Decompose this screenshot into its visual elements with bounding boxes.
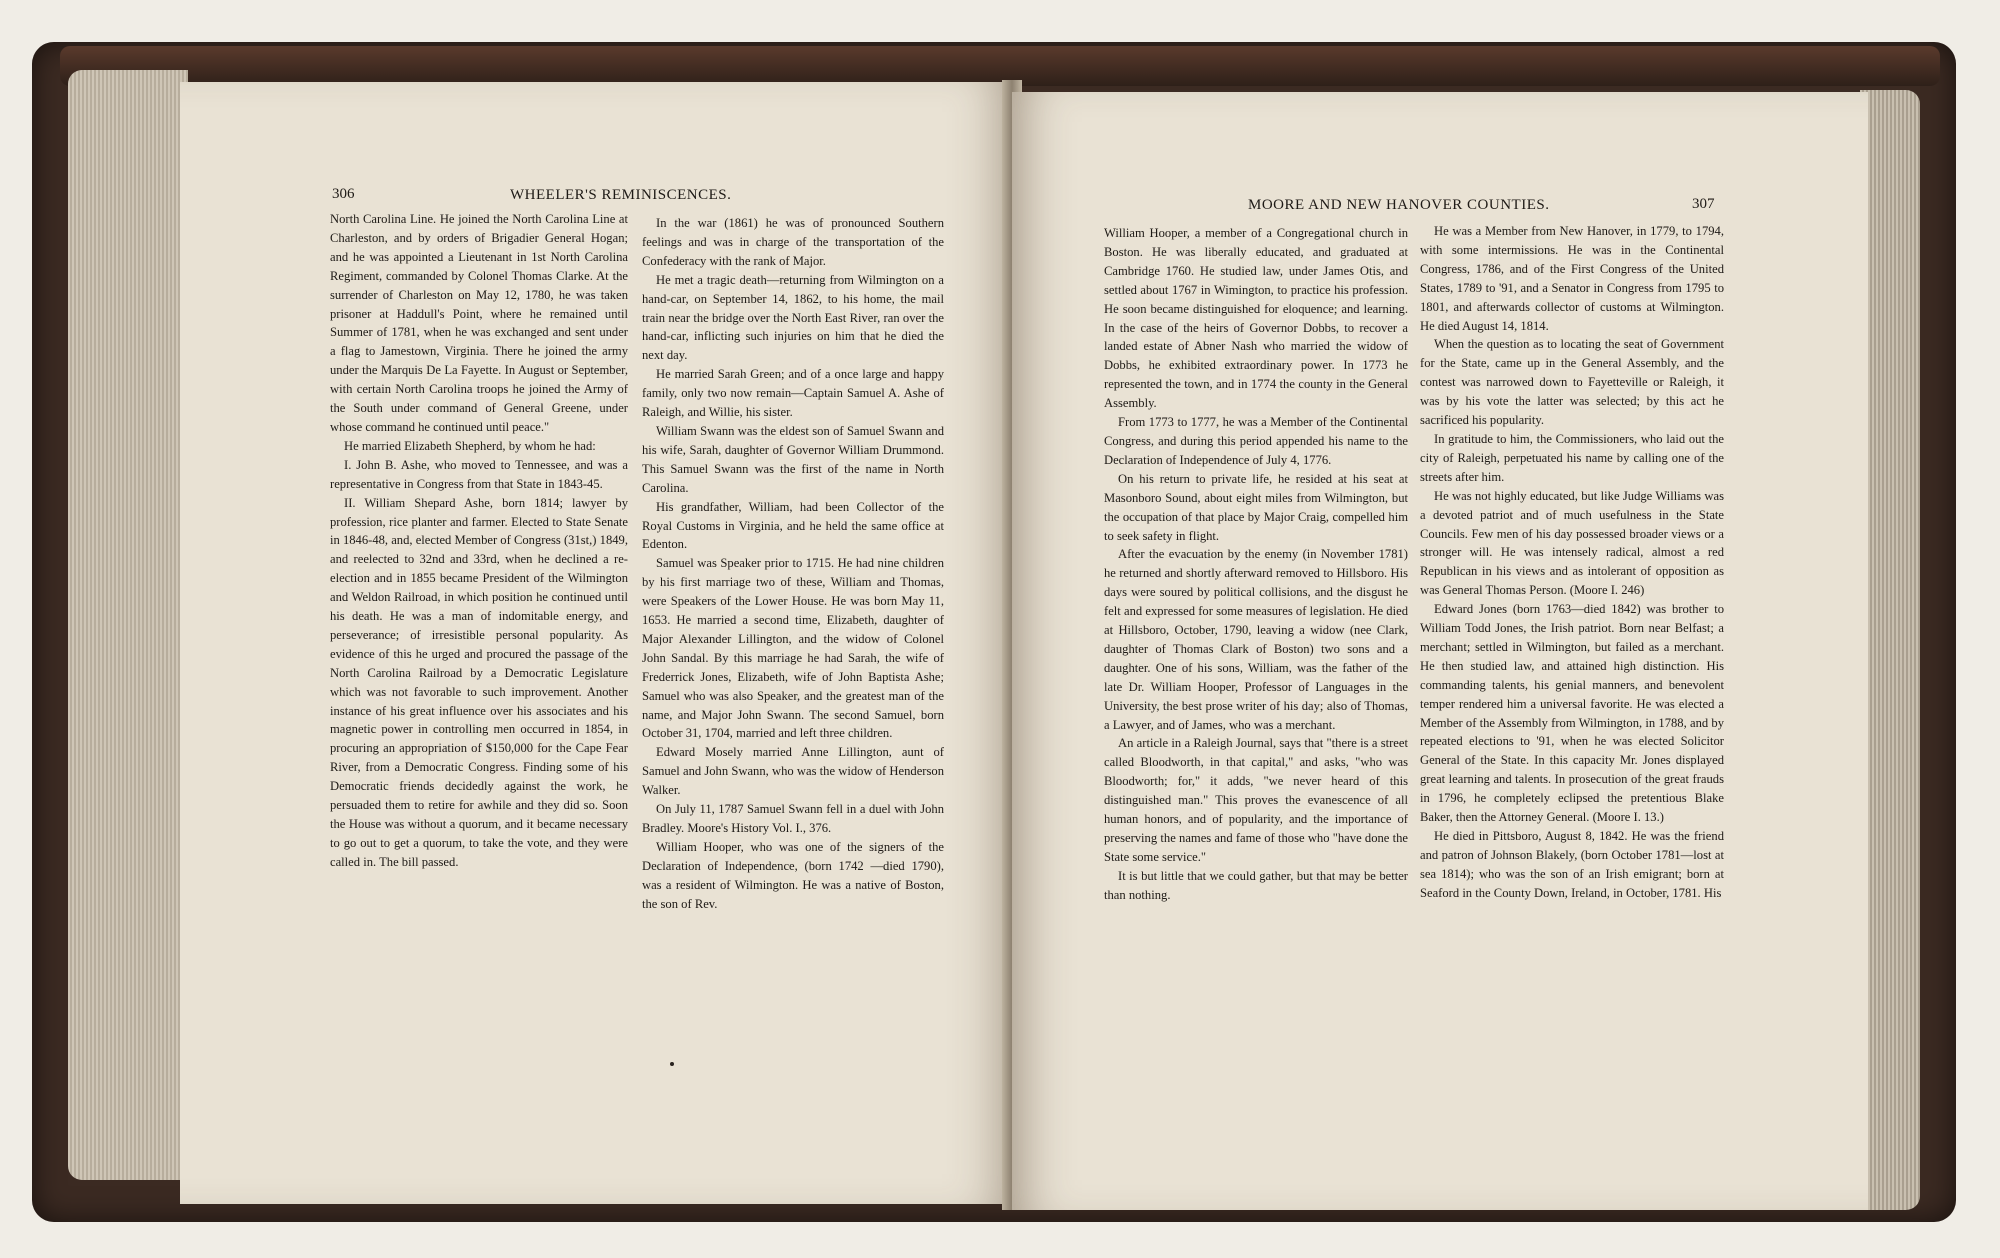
paragraph: William Hooper, a member of a Congregational church in Boston. He was liberally educated, and graduated at Cambridge 1760. He studied law, under James Otis, and settled about 1767 in Wimington, to practice his profession. He soon became distinguished for eloquence; and learning. In the case of the heirs of Governor Dobbs, to recover a landed estate of Abner Nash who married the widow of Dobbs, he exhibited extraordinary power. In 1773 he represented the town, and in 1774 the county in the General Assembly. <box>1104 226 1408 411</box>
paragraph: After the evacuation by the enemy (in November 1781) he returned and shortly afterward removed to Hillsboro. His days were soured by political collisions, and the disgust he felt and expressed for some measures of legislation. He died at Hillsboro, October, 1790, leaving a widow (nee Clark, daughter of Thomas Clark of Boston) two sons and a daughter. One of his sons, William, was the father of the late Dr. William Hooper, Professor of Languages in the University, the best prose writer of his day; also of Thomas, a Lawyer, and of James, who was a merchant. <box>1104 547 1408 732</box>
paragraph: Edward Mosely married Anne Lillington, aunt of Samuel and John Swann, who was the widow of Henderson Walker. <box>642 745 944 798</box>
paragraph: Samuel was Speaker prior to 1715. He had nine children by his first marriage two of these, William and Thomas, were Speakers of the Lower House. He was born May 11, 1653. He married a second time, Elizabeth, daughter of Major Alexander Lillington, and the widow of Colonel John Sandal. By this marriage he had Sarah, the wife of Frederrick Jones, Elizabeth, wife of John Baptista Ashe; Samuel who was also Speaker, and the greatest man of the name, and Major John Swann. The second Samuel, born October 31, 1704, married and left three children. <box>642 556 944 741</box>
running-head: MOORE AND NEW HANOVER COUNTIES. <box>1248 197 1550 213</box>
paragraph: He met a tragic death—returning from Wilmington on a hand-car, on September 14, 1862, to his home, the mail train near the bridge over the North East River, ran over the hand-car, inflicting such injuries on him that he died the next day. <box>642 272 944 363</box>
paragraph: His grandfather, William, had been Collector of the Royal Customs in Virginia, and he held the same office at Edenton. <box>642 499 944 552</box>
paragraph: An article in a Raleigh Journal, says that "there is a street called Bloodworth, in that capital," and asks, "who was Bloodworth; for," it adds, "we never heard of this distinguished man." This proves the evanescence of all human honors, and of popularity, and the importance of preserving the names and fame of those who "have done the State some service." <box>1104 736 1408 864</box>
page-number: 307 <box>1692 196 1715 212</box>
right-page <box>1012 92 1868 1210</box>
text-column-1 <box>330 210 628 872</box>
paragraph: It is but little that we could gather, but that may be better than nothing. <box>1104 868 1408 902</box>
text-column-1 <box>1104 224 1408 905</box>
paragraph: On July 11, 1787 Samuel Swann fell in a duel with John Bradley. Moore's History Vol. I., 376. <box>642 802 944 835</box>
paragraph: North Carolina Line. He joined the North Carolina Line at Charleston, and by orders of Brigadier General Hogan; and he was appointed a Lieutenant in 1st North Carolina Regiment, commanded by Colonel Thomas Clarke. At the surrender of Charleston on May 12, 1780, he was taken prisoner at Haddull's Point, where he remained until Summer of 1781, when he was exchanged and sent under a flag to Jamestown, Virginia. There he joined the army under the Marquis De La Fayette. In August or September, with certain North Carolina troops he joined the Army of the South under command of General Greene, under whose command he continued until peace." <box>330 212 628 434</box>
paragraph: William Swann was the eldest son of Samuel Swann and his wife, Sarah, daughter of Governor William Drummond. This Samuel Swann was the first of the name in North Carolina. <box>642 423 944 495</box>
paragraph: On his return to private life, he resided at his seat at Masonboro Sound, about eight miles from Wilmington, but the occupation of that place by Major Craig, compelled him to seek safety in flight. <box>1104 471 1408 543</box>
paragraph: I. John B. Ashe, who moved to Tennessee, and was a representative in Congress from that State in 1843-45. <box>330 457 628 491</box>
paragraph: II. William Shepard Ashe, born 1814; lawyer by profession, rice planter and farmer. Elected to State Senate in 1846-48, and, elected Member of Congress (31st,) 1849, and reelected to 32nd and 33rd, when he declined a re-election and in 1855 became President of the Wilmington and Weldon Railroad, in which position he continued until his death. He was a man of indomitable energy, and perseverance; of irresistible personal popularity. As evidence of this he urged and procured the passage of the North Carolina Railroad by a Democratic Legislature which was not favorable to such improvement. Another instance of his great influence over his associates and his magnetic power in controlling men occurred in 1854, in procuring an appropriation of $150,000 for the Cape Fear River, from a Democratic Congress. Finding some of his Democratic friends decidedly against the work, he persuaded them to retire for awhile and they did so. Soon the House was without a quorum, and it became necessary to go out to get a quorum, to take the vote, and they were called in. The bill passed. <box>330 495 628 869</box>
paragraph: He married Sarah Green; and of a once large and happy family, only two now remain—Captain Samuel A. Ashe of Raleigh, and Willie, his sister. <box>642 367 944 420</box>
paragraph: William Hooper, who was one of the signers of the Declaration of Independence, (born 1742 —died 1790), was a resident of Wilmington. He was a native of Boston, the son of Rev. <box>642 839 944 911</box>
paragraph: In the war (1861) he was of pronounced Southern feelings and was in charge of the transportation of the Confederacy with the rank of Major. <box>642 216 944 268</box>
book-spine <box>60 46 1940 86</box>
page-edges-left <box>68 70 188 1180</box>
paragraph: He died in Pittsboro, August 8, 1842. He was the friend and patron of Johnson Blakely, (born October 1781—lost at sea 1814); who was the son of an Irish emigrant; born at Seaford in the County Down, Ireland, in October, 1781. His <box>1420 829 1724 900</box>
paragraph: When the question as to locating the seat of Government for the State, came up in the General Assembly, and the contest was narrowed down to Fayetteville or Raleigh, it was by his vote the latter was selected; by this act he sacrificed his popularity. <box>1420 337 1724 428</box>
paragraph: In gratitude to him, the Commissioners, who laid out the city of Raleigh, perpetuated his name by calling one of the streets after him. <box>1420 431 1724 484</box>
page-number: 306 <box>332 186 355 202</box>
paragraph: He was not highly educated, but like Judge Williams was a devoted patriot and of much usefulness in the State Councils. Few men of his day possessed broader views or a stronger will. He was intensely radical, almost a red Republican in his views and as intolerant of opposition as was General Thomas Person. (Moore I. 246) <box>1420 488 1724 598</box>
paragraph: Edward Jones (born 1763—died 1842) was brother to William Todd Jones, the Irish patriot. Born near Belfast; a merchant; settled in Wilmington, but failed as a merchant. He then studied law, and attained high distinction. His commanding talents, his genial manners, and benevolent temper rendered him a universal favorite. He was elected a Member of the Assembly from Wilmington, in 1788, and by repeated elections to '91, when he was elected Solicitor General of the State. In this capacity Mr. Jones displayed great learning and talents. In prosecution of the great frauds in 1796, he completely eclipsed the pretentious Blake Baker, then the Attorney General. (Moore I. 13.) <box>1420 602 1724 825</box>
text-column-2 <box>1420 222 1724 903</box>
running-head: WHEELER'S REMINISCENCES. <box>510 187 732 203</box>
left-page <box>180 82 1012 1204</box>
page-edges-right <box>1860 90 1920 1210</box>
ink-spot <box>670 1062 674 1066</box>
paragraph: He was a Member from New Hanover, in 1779, to 1794, with some intermissions. He was in the Continental Congress, 1786, and of the First Congress of the United States, 1789 to '91, and a Senator in Congress from 1795 to 1801, and afterwards collector of customs at Wilmington. He died August 14, 1814. <box>1420 224 1724 333</box>
paragraph: He married Elizabeth Shepherd, by whom he had: <box>344 438 596 453</box>
text-column-2 <box>642 214 944 914</box>
paragraph: From 1773 to 1777, he was a Member of the Continental Congress, and during this period appended his name to the Declaration of Independence of July 4, 1776. <box>1104 415 1408 467</box>
